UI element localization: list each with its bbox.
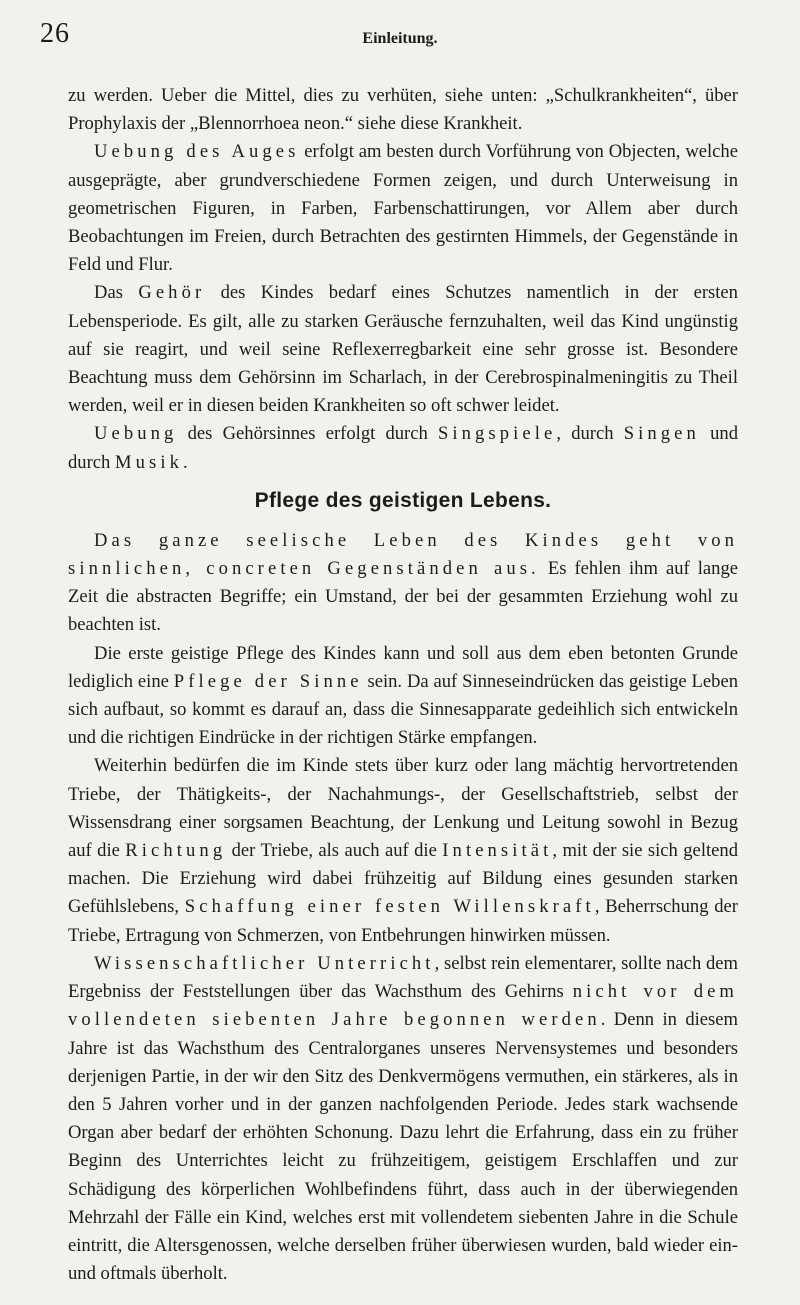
section-heading: Pflege des geistigen Lebens. [254,488,552,512]
page-number: 26 [40,18,70,49]
paragraph [68,82,738,138]
emphasis-text: Schaffung einer festen Willenskraft [184,896,595,918]
text-run: und durch [68,423,738,473]
emphasis-text: Das ganze seelische Leben des Kindes geht von sinnlichen, concreten Gegenständen aus. [68,529,738,580]
paragraph [68,950,738,1288]
emphasis-text: Uebung des Auges [94,141,300,163]
text-run: Das [94,282,139,304]
emphasis-text: Wissenschaftlicher Unterricht [94,952,435,974]
emphasis-text: Singspiele [437,423,557,445]
paragraph [68,138,738,279]
text-run: , Beherrschung der Triebe, Ertragung von Schmerzen, von Entbehrungen hinwirken müssen. [68,896,739,946]
emphasis-text: Pflege der Sinne [173,670,363,692]
text-run: , durch [556,423,624,445]
paragraph [68,527,738,640]
emphasis-text: Uebung [94,423,178,445]
text-run: zu werden. Ueber die Mittel, dies zu verhüten, siehe unten: „Schulkrankheiten“, über Prophylaxis der „Blennorrhoea neon.“ siehe diese Krankheit. [68,85,738,135]
text-run: sein. Da auf Sinneseindrücken das geistige Leben sich aufbaut, so kommt es darauf an, dass die Sinnesapparate gedeihlich sich entwickeln und die richtigen Eindrücke in der richtigen Stärke empfangen. [68,670,739,749]
text-run: Weiterhin bedürfen die im Kinde stets über kurz oder lang mächtig hervortretenden Triebe, der Thätigkeits-, der Nachahmungs-, der Gesellschaftstrieb, selbst der Wissensdrang einer sorgsamen Beachtung, der Lenkung und Leitung sowohl in Bezug auf die [68,755,738,862]
paragraph [68,640,738,753]
text-run: . [182,451,188,473]
emphasis-text: Musik [114,451,183,473]
text-run: , mit der sie sich geltend machen. Die Erziehung wird dabei frühzeitig auf Bildung eines gesunden starken Gefühlslebens, [68,840,738,918]
emphasis-text: nicht vor dem vollendeten siebenten Jahre begonnen werden [68,981,738,1031]
page-header [40,18,760,54]
text-run: der Triebe, als auch auf die [226,840,443,862]
emphasis-text: Richtung [125,840,227,862]
emphasis-text: Singen [623,423,700,445]
text-run: , selbst rein elementarer, sollte nach dem Ergebniss der Feststellungen über das Wachsthum des Gehirns [68,952,738,1003]
text-run: Es fehlen ihm auf lange Zeit die abstracten Begriffe; ein Umstand, der bei der gesammten Erziehung wohl zu beachten ist. [68,558,738,636]
text-run: erfolgt am besten durch Vorführung von Objecten, welche ausgeprägte, aber grundverschiedene Formen zeigen, und durch Unterweisung in geometrischen Figuren, in Farben, Farbenschattirungen, vor Allem aber durch Beobachtungen im Freien, durch Betrachten des gestirnten Himmels, der Gegenstände in Feld und Flur. [68,141,738,276]
text-run: des Gehörsinnes erfolgt durch [177,423,438,445]
body-text [68,82,738,1288]
text-run: Die erste geistige Pflege des Kindes kann und soll aus dem eben betonten Grunde lediglich eine [68,642,738,692]
paragraph [68,279,738,420]
text-run: des Kindes bedarf eines Schutzes namentlich in der ersten Lebensperiode. Es gilt, alle zu starken Geräusche fernzuhalten, weil das Kind ungünstig auf sie reagirt, und weil seine Reflexerregbarkeit eine sehr grosse ist. Besondere Beachtung muss dem Gehörsinn im Scharlach, in der Cerebrospinalmeningitis zu Theil werden, weil er in diesen beiden Krankheiten so oft schwer leidet. [68,282,738,417]
emphasis-text: Gehör [138,282,206,304]
paragraph [68,420,738,476]
running-title: Einleitung. [362,30,438,47]
paragraph [68,752,738,949]
text-run: . Denn in diesem Jahre ist das Wachsthum des Centralorganes unseres Nervensystemes und besonders derjenigen Partie, in der wir den Sitz des Denkvermögens vermuthen, ein stärkeres, als in den 5 Jahren vorher und in der ganzen nachfolgenden Periode. Jedes stark wachsende Organ aber bedarf der erhöhten Schonung. Dazu lehrt die Erfahrung, dass ein zu früher Beginn des Unterrichtes leicht zu frühzeitigem, geistigem Erschlaffen und zur Schädigung des körperlichen Wohlbefindens führt, dass auch in der überwiegenden Mehrzahl der Fälle ein Kind, welches erst mit vollendetem siebenten Jahre in die Schule eintritt, die Altersgenossen, welche derselben früher überwiesen wurden, bald wieder ein- und oftmals überholt. [68,1009,738,1285]
emphasis-text: Intensität [442,840,553,862]
